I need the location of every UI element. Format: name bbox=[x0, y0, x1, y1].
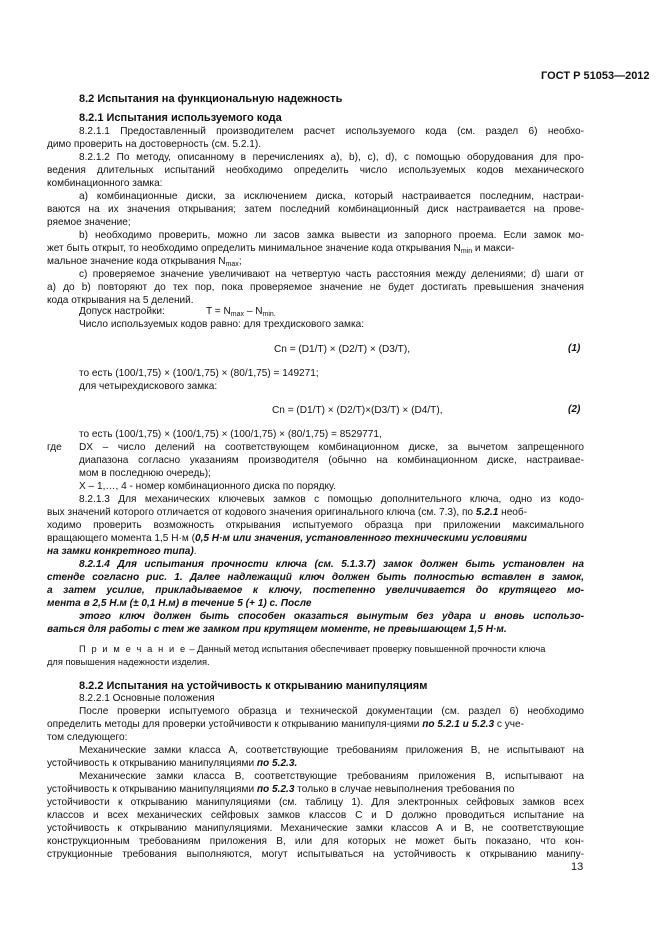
para-line: устойчивость к открыванию манипуляциями по 5.2.3. bbox=[47, 758, 298, 769]
para-line: а затем усилие, прикладываемое к ключу, постепенно увеличивается до крутящего мо- bbox=[47, 585, 584, 596]
para-line: для четырехдискового замка: bbox=[79, 381, 218, 392]
para-line: вращающего момента 1,5 Н·м (0,5 Н·м или значения, установленного техническими условиями bbox=[47, 533, 527, 544]
para-line: устойчивость к открыванию манипуляциями по 5.2.3 только в случае невыполнения требования по bbox=[47, 784, 515, 795]
para-line: устойчивости к открыванию манипуляциями (см. таблицу 1). Для электронных сейфовых замков всех bbox=[47, 797, 584, 808]
para-line: 8.2.1.1 Предоставленный производителем расчет используемого кода (см. раздел 6) необхо- bbox=[79, 126, 584, 137]
para-line: Механические замки класса А, соответствующие требованиям приложения В, не испытывают на bbox=[79, 745, 584, 756]
para-line: устойчивость к открыванию манипуляциями. Механические замки классов А и В, не соответствующие bbox=[47, 823, 584, 834]
subsection-heading-8-2-2: 8.2.2 Испытания на устойчивость к открыванию манипуляциям bbox=[79, 680, 428, 692]
page-number: 13 bbox=[571, 861, 584, 873]
tolerance-label: Допуск настройки: bbox=[79, 306, 165, 317]
doc-header-id: ГОСТ Р 51053—2012 bbox=[541, 70, 650, 82]
para-line: жет быть открыт, то необходимо определить минимальное значение кода открывания $N_{min}$ и макси- bbox=[47, 243, 515, 255]
para-line: вых значений которого отличается от кодового значения оригинального ключа (см. 7.3), по 5.2.1 необ- bbox=[47, 507, 528, 518]
para-line: то есть (100/1,75) × (100/1,75) × (80/1,75) = 149271; bbox=[79, 368, 319, 379]
subsection-heading-8-2-2-1: 8.2.2.1 Основные положения bbox=[79, 693, 215, 704]
formula-1: Cn = (D1/T) × (D2/T) × (D3/T), bbox=[274, 344, 411, 355]
para-line: струкционные требования выполняются, могут испытываться на устойчивость к открыванию манипу- bbox=[47, 849, 584, 860]
para-line: ходимо проверить возможность открывания испытуемого образца при приложении максимального bbox=[47, 520, 584, 531]
para-line: Число используемых кодов равно: для трехдискового замка: bbox=[79, 319, 365, 330]
para-line: а) до b) повторяют до тех пор, пока проверяемое значение не будет достигать превышения значения bbox=[47, 282, 584, 293]
para-line: кода открывания на 5 делений. bbox=[47, 295, 194, 306]
para-line: 8.2.1.2 По методу, описанному в перечислениях а), b), с), d), с помощью оборудования для про- bbox=[79, 152, 584, 163]
para-line: димо проверить на достоверность (см. 5.2.1). bbox=[47, 139, 262, 150]
para-line: 8.2.1.3 Для механических ключевых замков с помощью дополнительного ключа, одно из кодо- bbox=[79, 494, 584, 505]
para-line: стенде согласно рис. 1. Далее надлежащий ключ должен быть полностью вставлен в замок, bbox=[47, 572, 584, 583]
para-line: ваться для работы с тем же замком при крутящем моменте, не превышающем 1,5 Н·м. bbox=[47, 624, 507, 635]
para-line: мальное значение кода открывания $N_{max}$; bbox=[47, 256, 242, 268]
list-item-b: b) необходимо проверить, можно ли засов замка вывести из запорного проема. Если замок мо- bbox=[79, 230, 584, 241]
where-label: где bbox=[47, 442, 62, 453]
para-line: том следующего: bbox=[47, 732, 128, 743]
formula-2: Cn = (D1/T) × (D2/T)×(D3/T) × (D4/T), bbox=[272, 405, 443, 416]
para-line: конструкционным требованиям приложения В, или для которых не может быть показано, что кон- bbox=[47, 836, 584, 847]
para-line: мента в 2,5 Н.м (± 0,1 Н.м) в течение 5 (+ 1) с. После bbox=[47, 598, 312, 609]
para-line: ведения длительных испытаний необходимо определить число используемых кодов механического bbox=[47, 165, 584, 176]
definition-dx: диапазона согласно указаниям производителя (обычно на комбинационном диске, настраивае- bbox=[79, 455, 584, 466]
definition-dx: мом в последнюю очередь); bbox=[79, 468, 211, 479]
para-line: ваются на их значения открывания; затем последний комбинационный диск настраивается на прове- bbox=[47, 204, 584, 215]
para-line: После проверки испытуемого образца и технической документации (см. раздел 6) необходимо bbox=[79, 706, 584, 717]
formula-2-number: (2) bbox=[568, 404, 581, 415]
para-line: классов и всех механических сейфовых замков классов С и D должно проводиться испытание на bbox=[47, 810, 584, 821]
para-line: определить методы для проверки устойчивости к открыванию манипуля-циями по 5.2.1 и 5.2.3 с уче- bbox=[47, 719, 524, 730]
para-line: Механические замки класса В, соответствующие требованиям приложения В, испытывают на bbox=[79, 771, 584, 782]
definition-x: X – 1,…, 4 - номер комбинационного диска по порядку. bbox=[79, 481, 336, 492]
para-line: на замки конкретного типа). bbox=[47, 546, 197, 557]
list-item-a: a) комбинационные диски, за исключением диска, который настраивается последним, настраи- bbox=[79, 191, 584, 202]
note-line: П р и м е ч а н и е – Данный метод испытания обеспечивает проверку повышенной прочности ключа bbox=[79, 644, 546, 654]
definition-dx: DX – число делений на соответствующем комбинационном диске, за вычетом запрещенного bbox=[79, 442, 584, 453]
tolerance-formula: $T = N_{max} - N_{min.}$ bbox=[206, 306, 276, 318]
para-line: 8.2.1.4 Для испытания прочности ключа (см. 5.1.3.7) замок должен быть установлен на bbox=[79, 559, 584, 570]
para-line: комбинационного замка: bbox=[47, 178, 163, 189]
para-line: ряемое значение; bbox=[47, 217, 131, 228]
subsection-heading-8-2-1: 8.2.1 Испытания используемого кода bbox=[79, 112, 282, 124]
section-heading-8-2: 8.2 Испытания на функциональную надежность bbox=[79, 93, 343, 105]
list-item-c: c) проверяемое значение увеличивают на четвертую часть расстояния между делениями; d) шаги от bbox=[79, 269, 584, 280]
formula-1-number: (1) bbox=[568, 343, 581, 354]
para-line: то есть (100/1,75) × (100/1,75) × (100/1,75) × (80/1,75) = 8529771, bbox=[79, 429, 382, 440]
para-line: этого ключ должен быть способен оказаться вынутым без удара и вновь использо- bbox=[79, 611, 584, 622]
note-line: для повышения надежности изделия. bbox=[47, 657, 210, 667]
